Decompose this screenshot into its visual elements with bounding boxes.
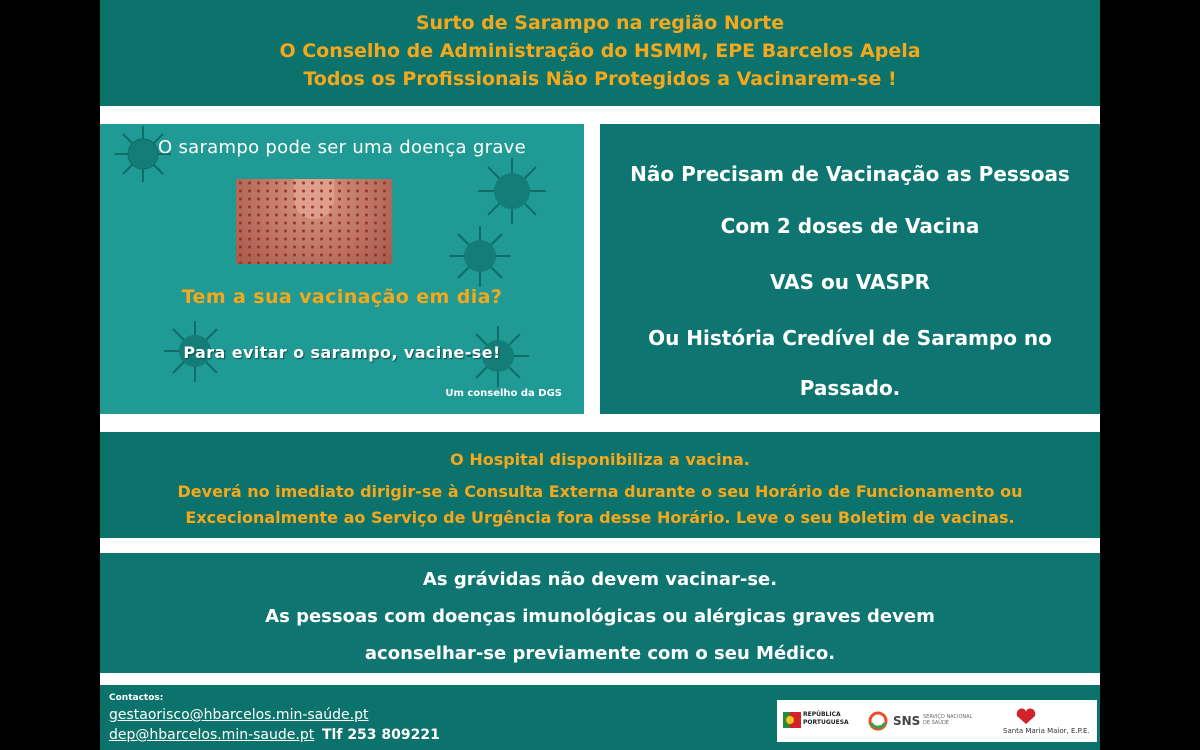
poster-question: Tem a sua vacinação em dia? [181, 286, 503, 308]
header-banner [100, 0, 1100, 106]
poster-tagline: Para evitar o sarampo, vacine-se! [183, 343, 501, 362]
sns-text: SNS [893, 714, 921, 728]
email-link-gestaorisco[interactable]: gestaorisco@hbarcelos.min-saúde.pt [109, 707, 369, 723]
warning-line-2: As pessoas com doenças imunológicas ou alérgicas graves devem [265, 606, 935, 627]
hospital-name-text: Santa Maria Maior, E.P.E. [1003, 727, 1090, 735]
header-line-2: O Conselho de Administração do HSMM, EPE Barcelos Apela [279, 40, 921, 62]
contraindications-banner [100, 553, 1100, 673]
info-line-4: Ou História Credível de Sarampo no [648, 326, 1052, 350]
measles-rash-photo [236, 179, 392, 264]
hospital-logo-icon [1013, 704, 1039, 726]
info-line-3: VAS ou VASPR [770, 270, 930, 294]
virus-icon [445, 224, 515, 289]
dgs-poster-image [100, 124, 584, 414]
contacts-label: Contactos: [109, 693, 164, 703]
republica-portuguesa-text: REPÚBLICA PORTUGUESA [803, 711, 849, 726]
vaccination-exemption-panel [600, 124, 1100, 414]
hospital-instructions: Deverá no imediato dirigir-se à Consulta Externa durante o seu Horário de Funcionamento ou Excecionalmente ao Serviço de Urgência fora desse Horário. Leve o seu Boletim de vacinas. [177, 482, 1023, 527]
header-line-3: Todos os Profissionais Não Protegidos a Vacinarem-se ! [303, 68, 897, 90]
hospital-availability: O Hospital disponibiliza a vacina. [450, 450, 750, 469]
sns-subtitle: SERVIÇO NACIONAL DE SAÚDE [923, 714, 973, 726]
info-line-2: Com 2 doses de Vacina [720, 214, 980, 238]
hospital-vaccine-banner [100, 432, 1100, 538]
info-line-5: Passado. [799, 376, 901, 400]
warning-line-3: aconselhar-se previamente com o seu Médico. [364, 643, 836, 664]
sns-logo-icon [867, 711, 889, 731]
warning-line-1: As grávidas não devem vacinar-se. [422, 569, 778, 590]
email-link-dep[interactable]: dep@hbarcelos.min-saude.pt [109, 727, 315, 743]
republica-portuguesa-logo-icon [783, 712, 801, 728]
institution-logos [777, 700, 1097, 742]
phone-number: Tlf 253 809221 [322, 727, 440, 743]
flyer-page [100, 0, 1100, 750]
header-line-1: Surto de Sarampo na região Norte [415, 12, 785, 34]
poster-headline: O sarampo pode ser uma doença grave [157, 137, 526, 158]
contacts-footer [100, 685, 1100, 750]
info-line-1: Não Precisam de Vacinação as Pessoas [630, 162, 1070, 186]
poster-credit: Um conselho da DGS [445, 388, 562, 399]
virus-icon [472, 156, 552, 226]
